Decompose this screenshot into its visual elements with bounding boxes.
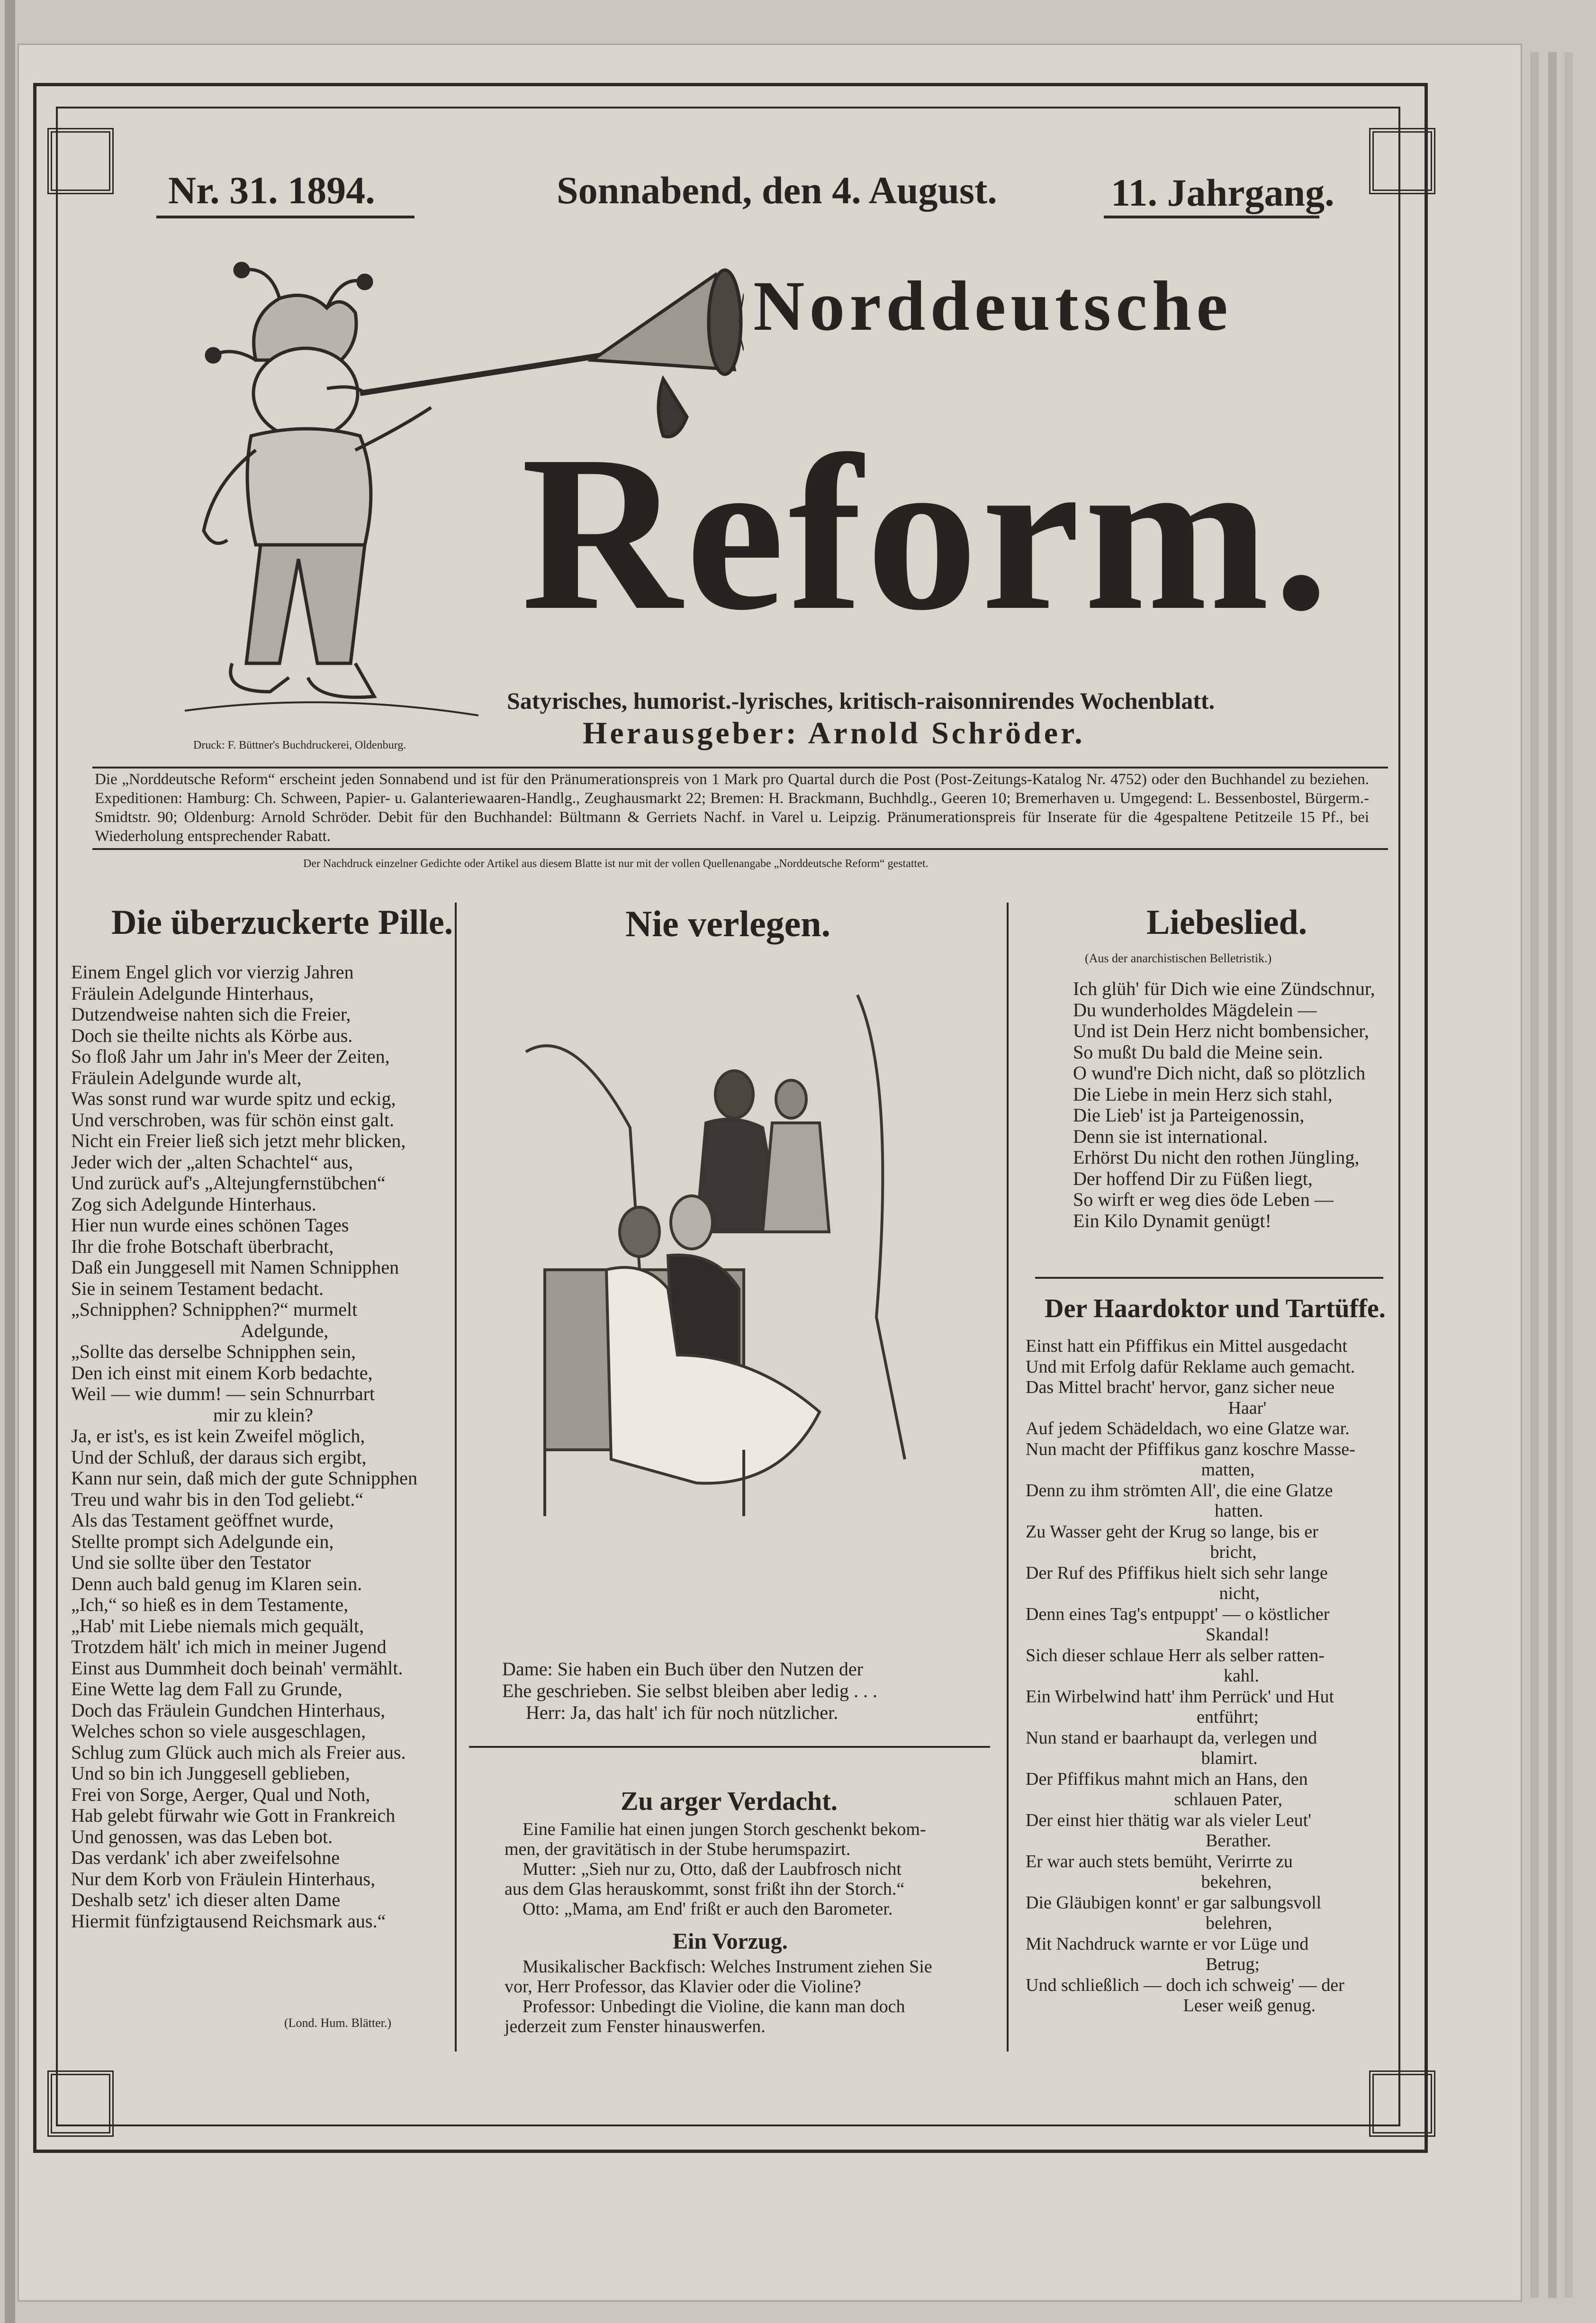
column-rule [455,903,457,2052]
title-main: Reform. [521,409,1333,656]
publisher: Herausgeber: Arnold Schröder. [583,716,1085,750]
corner-ornament [1369,128,1435,194]
corner-ornament [47,2070,114,2137]
page-edge [1530,52,1539,2298]
notice-rule [92,767,1388,768]
section-rule [469,1746,990,1748]
article-title: Die überzuckerte Pille. [111,903,453,942]
printer-credit: Druck: F. Büttner's Buchdruckerei, Oldenburg. [193,739,406,751]
corner-ornament [47,128,114,194]
article-title: Liebeslied. [1146,903,1307,942]
binding-edge [5,0,15,2323]
cartoon-title: Nie verlegen. [625,903,831,944]
story-text: Musikalischer Backfisch: Welches Instrument ziehen Sie vor, Herr Professor, das Klavier oder die Violine? Professor: Unbedingt die Violine, die kann man doch jederzeit zum Fenster hinauswerfen. [505,1957,932,2036]
section-rule [1035,1277,1383,1279]
notice-rule [92,848,1388,850]
reprint-notice: Der Nachdruck einzelner Gedichte oder Artikel aus diesem Blatte ist nur mit der vollen Quellenangabe „Norddeutsche Reform“ gestattet. [303,858,929,870]
poem-text: Einem Engel glich vor vierzig Jahren Fräulein Adelgunde Hinterhaus, Dutzendweise nahten sich die Freier, Doch sie theilte nichts als Körbe aus. So floß Jahr um Jahr in's Meer der Zeiten, Fräulein Adelgunde wurde alt, Was sonst rund war wurde spitz und eckig, Und verschroben, was für schön einst galt. Nicht ein Freier ließ sich jetzt mehr blicken, Jeder wich der „alten Schachtel“ aus, Und zurück auf's „Altejungfernstübchen“ Zog sich Adelgunde Hinterhaus. Hier nun wurde eines schönen Tages Ihr die frohe Botschaft überbracht, Daß ein Junggesell mit Namen Schnipphen Sie in seinem Testament bedacht. „Schnipphen? Schnipphen?“ murmelt Adelgunde, „Sollte das derselbe Schnipphen sein, Den ich einst mit einem Korb bedachte, Weil — wie dumm! — sein Schnurrbart mir zu klein? Ja, er ist's, es ist kein Zweifel möglich, Und der Schluß, der daraus sich ergibt, Kann nur sein, daß mich der gute Schnipphen Treu und wahr bis in den Tod geliebt.“ Als das Testament geöffnet wurde, Stellte prompt sich Adelgunde ein, Und sie sollte über den Testator Denn auch bald genug im Klaren sein. „Ich,“ so hieß es in dem Testamente, „Hab' mit Liebe niemals mich gequält, Trotzdem hält' ich mich in meiner Jugend Einst aus Dummheit doch beinah' vermählt. Eine Wette lag dem Fall zu Grunde, Doch das Fräulein Gundchen Hinterhaus, Welches schon so viele ausgeschlagen, Schlug zum Glück auch mich als Freier aus. Und so bin ich Junggesell geblieben, Frei von Sorge, Aerger, Qual und Noth, Hab gelebt fürwahr wie Gott in Frankreich Und genossen, was das Leben bot. Das verdank' ich aber zweifelsohne Nur dem Korb von Fräulein Hinterhaus, Deshalb setz' ich dieser alten Dame Hiermit fünfzigtausend Reichsmark aus.“ [71,961,417,1932]
corner-ornament [1369,2070,1435,2137]
subscription-notice: Die „Norddeutsche Reform“ erscheint jeden Sonnabend und ist für den Pränumerationspreis von 1 Mark pro Quartal durch die Post (Post-Zeitungs-Katalog Nr. 4752) oder den Buchhandel zu beziehen. Expeditionen: Hamburg: Ch. Schween, Papier- u. Galanteriewaaren-Handlg., Zeughausmarkt 22; Bremen: H. Brackmann, Buchhdlg., Geeren 10; Bremerhaven u. Umgegend: L. Bessenbostel, Bürgerm.-Smidtstr. 90; Oldenburg: Arnold Schröder. Debit für den Buchhandel: Bültmann & Gerriets Nachf. in Varel u. Leipzig. Pränumerationspreis für Inserate für die 4gespaltene Petitzeile 15 Pf., bei Wiederholung entsprechender Rabatt. [95,771,1369,845]
article-title: Der Haardoktor und Tartüffe. [1045,1294,1386,1323]
page-edge [1564,52,1573,2298]
column-rule [1007,903,1009,2052]
couple-illustration [516,985,952,1606]
story-title: Ein Vorzug. [673,1929,788,1954]
poem-text: Einst hatt ein Pfiffikus ein Mittel ausgedacht Und mit Erfolg dafür Reklame auch gemacht. Das Mittel bracht' hervor, ganz sicher neue Haar' Auf jedem Schädeldach, wo eine Glatze war. Nun macht der Pfiffikus ganz koschre Masse- matten, Denn zu ihm strömten All', die eine Glatze hatten. Zu Wasser geht der Krug so lange, bis er bricht, Der Ruf des Pfiffikus hielt sich sehr lange nicht, Denn eines Tag's entpuppt' — o köstlicher Skandal! Sich dieser schlaue Herr als selber ratten- kahl. Ein Wirbelwind hatt' ihm Perrück' und Hut entführt; Nun stand er baarhaupt da, verlegen und blamirt. Der Pfiffikus mahnt mich an Hans, den schlauen Pater, Der einst hier thätig war als vieler Leut' Berather. Er war auch stets bemüht, Verirrte zu bekehren, Die Gläubigen konnt' er gar salbungsvoll belehren, Mit Nachdruck warnte er vor Lüge und Betrug; Und schließlich — doch ich schweig' — der Leser weiß genug. [1026,1336,1355,2016]
poem-source: (Aus der anarchistischen Belletristik.) [1085,951,1272,965]
header-rule [156,216,415,218]
poem-text: Ich glüh' für Dich wie eine Zündschnur, Du wunderholdes Mägdelein — Und ist Dein Herz nicht bombensicher, So mußt Du bald die Meine sein. O wund're Dich nicht, daß so plötzlich Die Liebe in mein Herz sich stahl, Die Lieb' ist ja Parteigenossin, Denn sie ist international. Erhörst Du nicht den rothen Jüngling, Der hoffend Dir zu Füßen liegt, So wirft er weg dies öde Leben — Ein Kilo Dynamit genügt! [1073,978,1375,1231]
issue-number: Nr. 31. 1894. [168,169,375,212]
issue-date: Sonnabend, den 4. August. [557,169,997,212]
subtitle: Satyrisches, humorist.-lyrisches, kritisch-raisonnirendes Wochenblatt. [507,687,1215,714]
story-text: Eine Familie hat einen jungen Storch geschenkt bekom- men, der gravitätisch in der Stube herumspazirt. Mutter: „Sieh nur zu, Otto, daß der Laubfrosch nicht aus dem Glas herauskommt, sonst frißt ihn der Storch.“ Otto: „Mama, am End' frißt er auch den Barometer. [505,1819,926,1919]
story-title: Zu arger Verdacht. [621,1787,838,1816]
poem-source: (Lond. Hum. Blätter.) [284,2016,392,2030]
title-top: Norddeutsche [753,267,1233,345]
volume-number: 11. Jahrgang. [1111,171,1335,214]
page-edge [1548,52,1557,2298]
cartoon-caption: Dame: Sie haben ein Buch über den Nutzen der Ehe geschrieben. Sie selbst bleiben aber ledig . . . Herr: Ja, das halt' ich für noch nützlicher. [502,1658,877,1723]
header-rule [1104,216,1319,218]
